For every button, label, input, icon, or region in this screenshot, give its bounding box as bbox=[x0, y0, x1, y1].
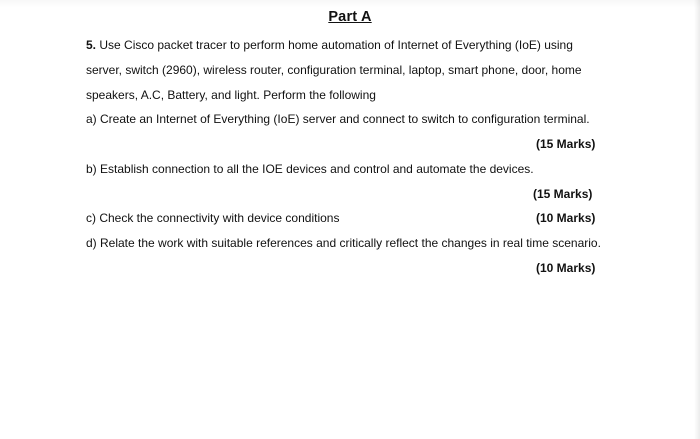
question-intro-line-1 bbox=[86, 38, 573, 52]
task-c-marks: (10 Marks) bbox=[536, 211, 596, 225]
question-number: 5. bbox=[86, 38, 97, 52]
question-intro-line-2: server, switch (2960), wireless router, configuration terminal, laptop, smart phone, door, home bbox=[86, 63, 582, 77]
task-d-text: d) Relate the work with suitable references and critically reflect the changes in real time scenario. bbox=[86, 236, 601, 250]
task-b-text: b) Establish connection to all the IOE devices and control and automate the devices. bbox=[86, 162, 534, 176]
task-c-text: c) Check the connectivity with device conditions bbox=[86, 211, 340, 225]
task-b-marks: (15 Marks) bbox=[533, 187, 593, 201]
task-a-text: a) Create an Internet of Everything (IoE) server and connect to switch to configuration terminal. bbox=[86, 112, 590, 126]
task-d-marks: (10 Marks) bbox=[536, 261, 596, 275]
page-edge-shadow bbox=[694, 0, 700, 439]
part-title: Part A bbox=[328, 9, 372, 25]
task-a-marks: (15 Marks) bbox=[536, 137, 596, 151]
intro-text-1: Use Cisco packet tracer to perform home automation of Internet of Everything (IoE) using bbox=[96, 38, 573, 52]
question-intro-line-3: speakers, A.C, Battery, and light. Perform the following bbox=[86, 88, 376, 102]
